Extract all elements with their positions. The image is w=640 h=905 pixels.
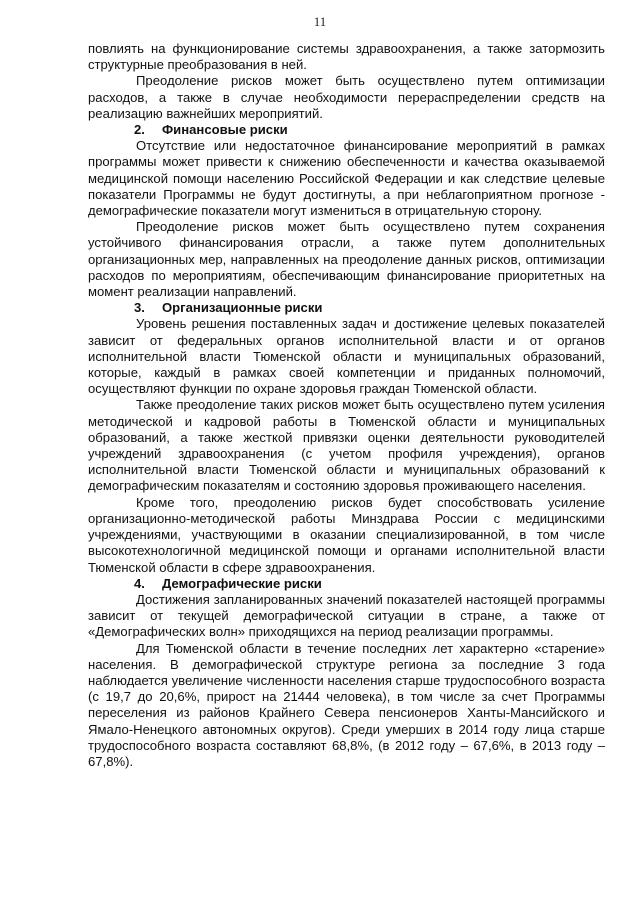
section-title: Демографические риски (162, 575, 322, 591)
section-number: 3. (134, 300, 145, 316)
section-heading-demographic-risks (88, 576, 605, 592)
paragraph-financial-mitigation: Преодоление рисков может быть осуществлено путем сохранения устойчивого финансирования отрасли, а также путем дополнительных организационных мер, направленных на преодоление данных рисков, оптимизации расходов по мероприятиям, обеспечивающим финансирование приоритетных на момент реализации направлений. (88, 219, 605, 300)
section-number: 2. (134, 122, 145, 138)
paragraph-demographic-aging: Для Тюменской области в течение последних лет характерно «старение» населения. В демографической структуре региона за последние 3 года наблюдается увеличение численности населения старше трудоспособного возраста (с 19,7 до 20,6%, прирост на 21444 человека), в том числе за счет Программы переселения из районов Крайнего Севера пенсионеров Ханты-Мансийского и Ямало-Ненецкого автономных округов). Среди умерших в 2014 году лица старше трудоспособного возраста составляют 68,8%, (в 2012 году – 67,6%, в 2013 году – 67,8%). (88, 640, 605, 769)
section-title: Организационные риски (162, 300, 323, 316)
document-body (88, 41, 605, 770)
paragraph-organizational-support: Кроме того, преодолению рисков будет способствовать усиление организационно-методической работы Минздрава России с медицинскими учреждениями, участвующими в оказании специализированной, в том числе высокотехнологичной медицинской помощи и органами исполнительной власти Тюменской области в сфере здравоохранения. (88, 494, 605, 575)
section-heading-organizational-risks (88, 300, 605, 316)
paragraph-financial-risks: Отсутствие или недостаточное финансирование мероприятий в рамках программы может привести к снижению обеспеченности и качества оказываемой медицинской помощи населению Российской Федерации и как следствие целевые показатели Программы не будут достигнуты, а при неблагоприятном прогнозе - демографические показатели могут измениться в отрицательную сторону. (88, 138, 605, 219)
paragraph-demographic-dependence: Достижения запланированных значений показателей настоящей программы зависит от текущей демографической ситуации в стране, а также от «Демографических волн» приходящихся на период реализации программы. (88, 591, 605, 640)
paragraph-continuation: повлиять на функционирование системы здравоохранения, а также затормозить структурные преобразования в ней. (88, 41, 605, 73)
paragraph-organizational-mitigation: Также преодоление таких рисков может быть осуществлено путем усиления методической и кадровой работы в Тюменской области и муниципальных образований, а также жесткой привязки оценки деятельности руководителей учреждений здравоохранения (с учетом профиля учреждения), органов исполнительной власти Тюменской области и муниципальных образований к демографическим показателям и состоянию здоровья проживающего населения. (88, 397, 605, 494)
section-title: Финансовые риски (162, 122, 288, 138)
paragraph-organizational-risks: Уровень решения поставленных задач и достижение целевых показателей зависит от федеральных органов исполнительной власти и от органов исполнительной власти Тюменской области и муниципальных образований, которые, каждый в рамках своей компетенции и приданных полномочий, осуществляют функции по охране здоровья граждан Тюменской области. (88, 316, 605, 397)
page-number: 11 (313, 14, 327, 29)
section-number: 4. (134, 575, 145, 591)
paragraph-risk-mitigation-1: Преодоление рисков может быть осуществлено путем оптимизации расходов, а также в случае необходимости перераспределении средств на реализацию важнейших мероприятий. (88, 73, 605, 121)
section-heading-financial-risks (88, 122, 605, 138)
